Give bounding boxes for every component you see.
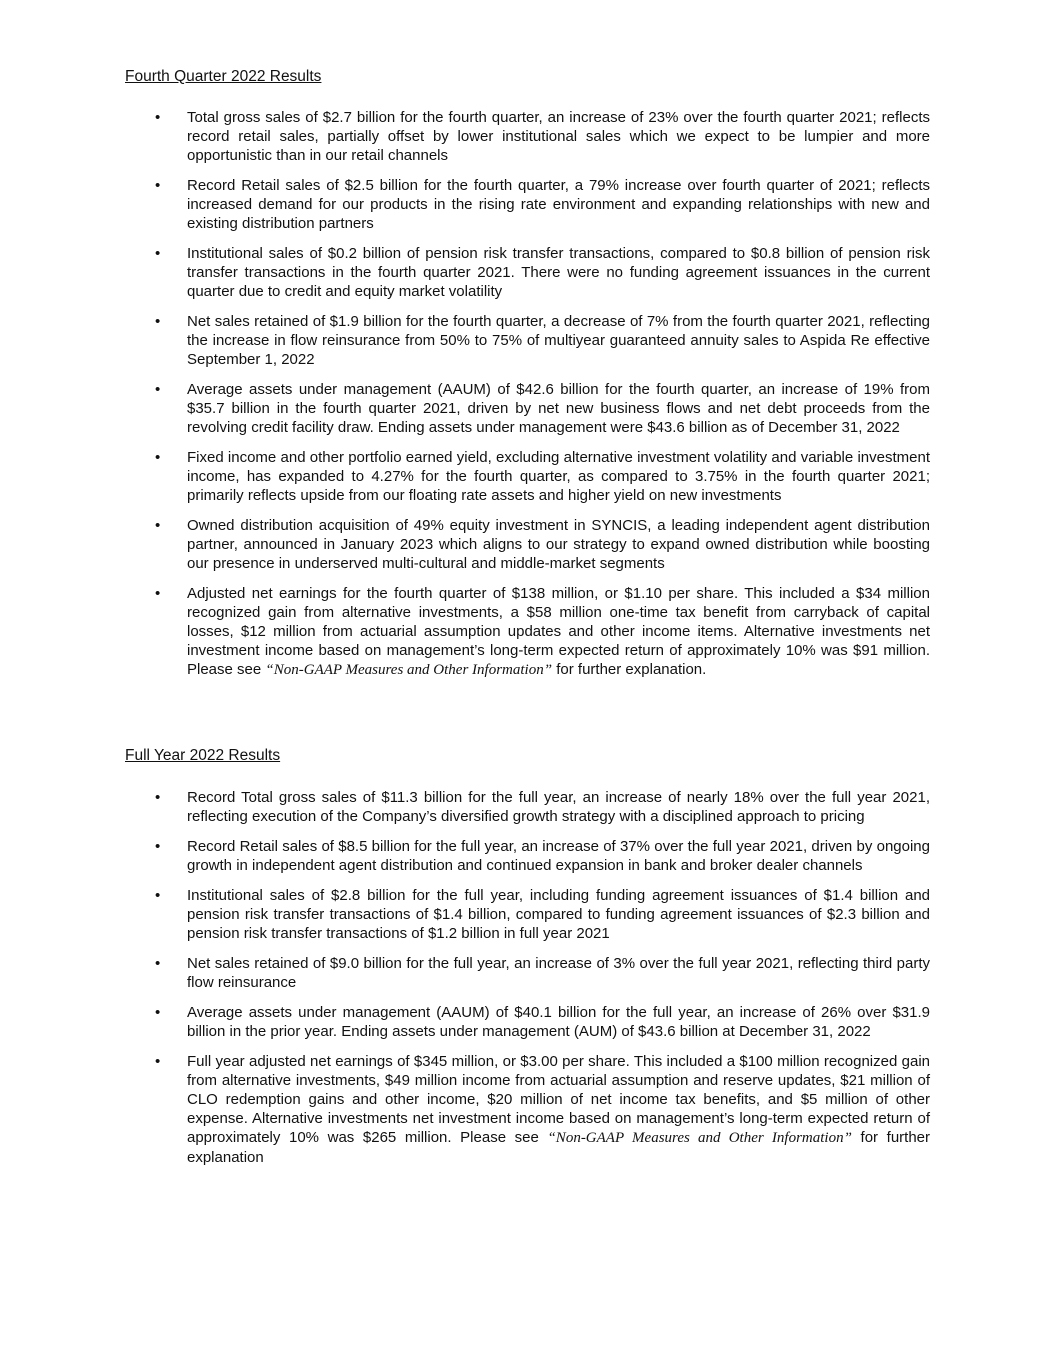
q4-bullet-item bbox=[0, 380, 1055, 437]
q4-bullet-text: Total gross sales of $2.7 billion for the fourth quarter, an increase of 23% over the fourth quarter 2021; reflects record retail sales, partially offset by lower institutional sales which we expect to be lumpier and more opportunistic than in our retail channels bbox=[187, 109, 930, 164]
bullet-icon: • bbox=[155, 381, 161, 398]
bullet-icon: • bbox=[155, 177, 161, 194]
bullet-icon: • bbox=[155, 1004, 161, 1021]
q4-bullet-text: Average assets under management (AAUM) of $42.6 billion for the fourth quarter, an increase of 19% from $35.7 billion in the fourth quarter 2021, driven by net new business flows and net debt proceeds from the revolving credit facility draw. Ending assets under management were $43.6 billion as of December 31, 2022 bbox=[187, 381, 930, 436]
q4-adjusted-earnings-text: Adjusted net earnings for the fourth quarter of $138 million, or $1.10 per share. This included a $34 million recognized gain from alternative investments, a $58 million one-time tax benefit from carryback of capital losses, $12 million from actuarial assumption updates and other income items. Alternative investments net investment income based on management’s long-term expected return of approximately 10% was $91 million. Please see bbox=[187, 585, 930, 678]
q4-bullet-item bbox=[0, 176, 1055, 233]
fy-bullet-item bbox=[0, 1003, 1055, 1041]
bullet-icon: • bbox=[155, 245, 161, 262]
q4-bullet-text: Record Retail sales of $2.5 billion for the fourth quarter, a 79% increase over fourth quarter of 2021; reflects increased demand for our products in the rising rate environment and expanding relationships with new and existing distribution partners bbox=[187, 177, 930, 232]
fy-bullet-text: Record Retail sales of $8.5 billion for the full year, an increase of 37% over the full year 2021, driven by ongoing growth in independent agent distribution and continued expansion in bank and broker dealer channels bbox=[187, 838, 930, 874]
q4-further-explanation: for further explanation. bbox=[552, 661, 707, 678]
bullet-icon: • bbox=[155, 449, 161, 466]
fy-bullet-text: Net sales retained of $9.0 billion for the full year, an increase of 3% over the full year 2021, reflecting third party flow reinsurance bbox=[187, 955, 930, 991]
fy-bullet-text: Record Total gross sales of $11.3 billion for the full year, an increase of nearly 18% over the full year 2021, reflecting execution of the Company’s diversified growth strategy with a disciplined approach to pricing bbox=[187, 789, 930, 825]
fy-bullet-text-last bbox=[187, 1052, 930, 1167]
fy-further-explanation: for further explanation bbox=[187, 1129, 931, 1166]
fy-bullet-item bbox=[0, 1052, 1055, 1167]
bullet-icon: • bbox=[155, 789, 161, 806]
fy-bullet-item bbox=[0, 788, 1055, 826]
bullet-icon: • bbox=[155, 1053, 161, 1070]
fy-section-title: Full Year 2022 Results bbox=[125, 747, 281, 764]
fy-bullet-list bbox=[0, 788, 1055, 1178]
non-gaap-reference: “Non-GAAP Measures and Other Information” bbox=[547, 1130, 852, 1146]
q4-bullet-text: Institutional sales of $0.2 billion of pension risk transfer transactions, compared to $0.8 billion of pension risk transfer transactions in the fourth quarter 2021. There were no funding agreement issuances in the current quarter due to credit and equity market volatility bbox=[187, 245, 930, 300]
q4-bullet-item bbox=[0, 108, 1055, 165]
q4-section-title: Fourth Quarter 2022 Results bbox=[125, 68, 322, 85]
bullet-icon: • bbox=[155, 887, 161, 904]
fy-bullet-item bbox=[0, 954, 1055, 992]
bullet-icon: • bbox=[155, 109, 161, 126]
q4-bullet-text-last bbox=[187, 584, 930, 680]
q4-bullet-text: Owned distribution acquisition of 49% equity investment in SYNCIS, a leading independent agent distribution partner, announced in January 2023 which aligns to our strategy to expand owned distribution while boosting our presence in underserved multi-cultural and middle-market segments bbox=[187, 517, 930, 572]
bullet-icon: • bbox=[155, 955, 161, 972]
fy-bullet-item bbox=[0, 886, 1055, 943]
fy-adjusted-earnings-text: Full year adjusted net earnings of $345 million, or $3.00 per share. This included a $100 million recognized gain from alternative investments, $49 million income from actuarial assumption and reserve updates, $21 million of CLO redemption gains and other income, $20 million of net income tax benefits, and $5 million of other expense. Alternative investments net investment income based on management’s long-term expected return of approximately 10% was $265 million. Please see bbox=[187, 1053, 930, 1146]
fy-bullet-text: Institutional sales of $2.8 billion for the full year, including funding agreement issuances of $1.4 billion and pension risk transfer transactions of $1.4 billion, compared to funding agreement issuances of $2.3 billion and pension risk transfer transactions of $1.2 billion in full year 2021 bbox=[187, 887, 930, 942]
q4-bullet-item bbox=[0, 312, 1055, 369]
non-gaap-reference: “Non-GAAP Measures and Other Information” bbox=[265, 662, 553, 678]
q4-bullet-list bbox=[0, 108, 1055, 691]
q4-bullet-item bbox=[0, 244, 1055, 301]
q4-bullet-item bbox=[0, 516, 1055, 573]
bullet-icon: • bbox=[155, 313, 161, 330]
bullet-icon: • bbox=[155, 838, 161, 855]
q4-bullet-item bbox=[0, 584, 1055, 680]
bullet-icon: • bbox=[155, 585, 161, 602]
q4-bullet-text: Fixed income and other portfolio earned yield, excluding alternative investment volatility and variable investment income, has expanded to 4.27% for the fourth quarter, as compared to 3.75% in the fourth quarter 2021; primarily reflects upside from our floating rate assets and higher yield on new investments bbox=[187, 449, 930, 504]
fy-bullet-item bbox=[0, 837, 1055, 875]
q4-bullet-text: Net sales retained of $1.9 billion for the fourth quarter, a decrease of 7% from the fourth quarter 2021, reflecting the increase in flow reinsurance from 50% to 75% of multiyear guaranteed annuity sales to Aspida Re effective September 1, 2022 bbox=[187, 313, 930, 368]
bullet-icon: • bbox=[155, 517, 161, 534]
fy-bullet-text: Average assets under management (AAUM) of $40.1 billion for the full year, an increase of 26% over $31.9 billion in the prior year. Ending assets under management (AUM) of $43.6 billion at December 31, 2022 bbox=[187, 1004, 930, 1040]
q4-bullet-item bbox=[0, 448, 1055, 505]
